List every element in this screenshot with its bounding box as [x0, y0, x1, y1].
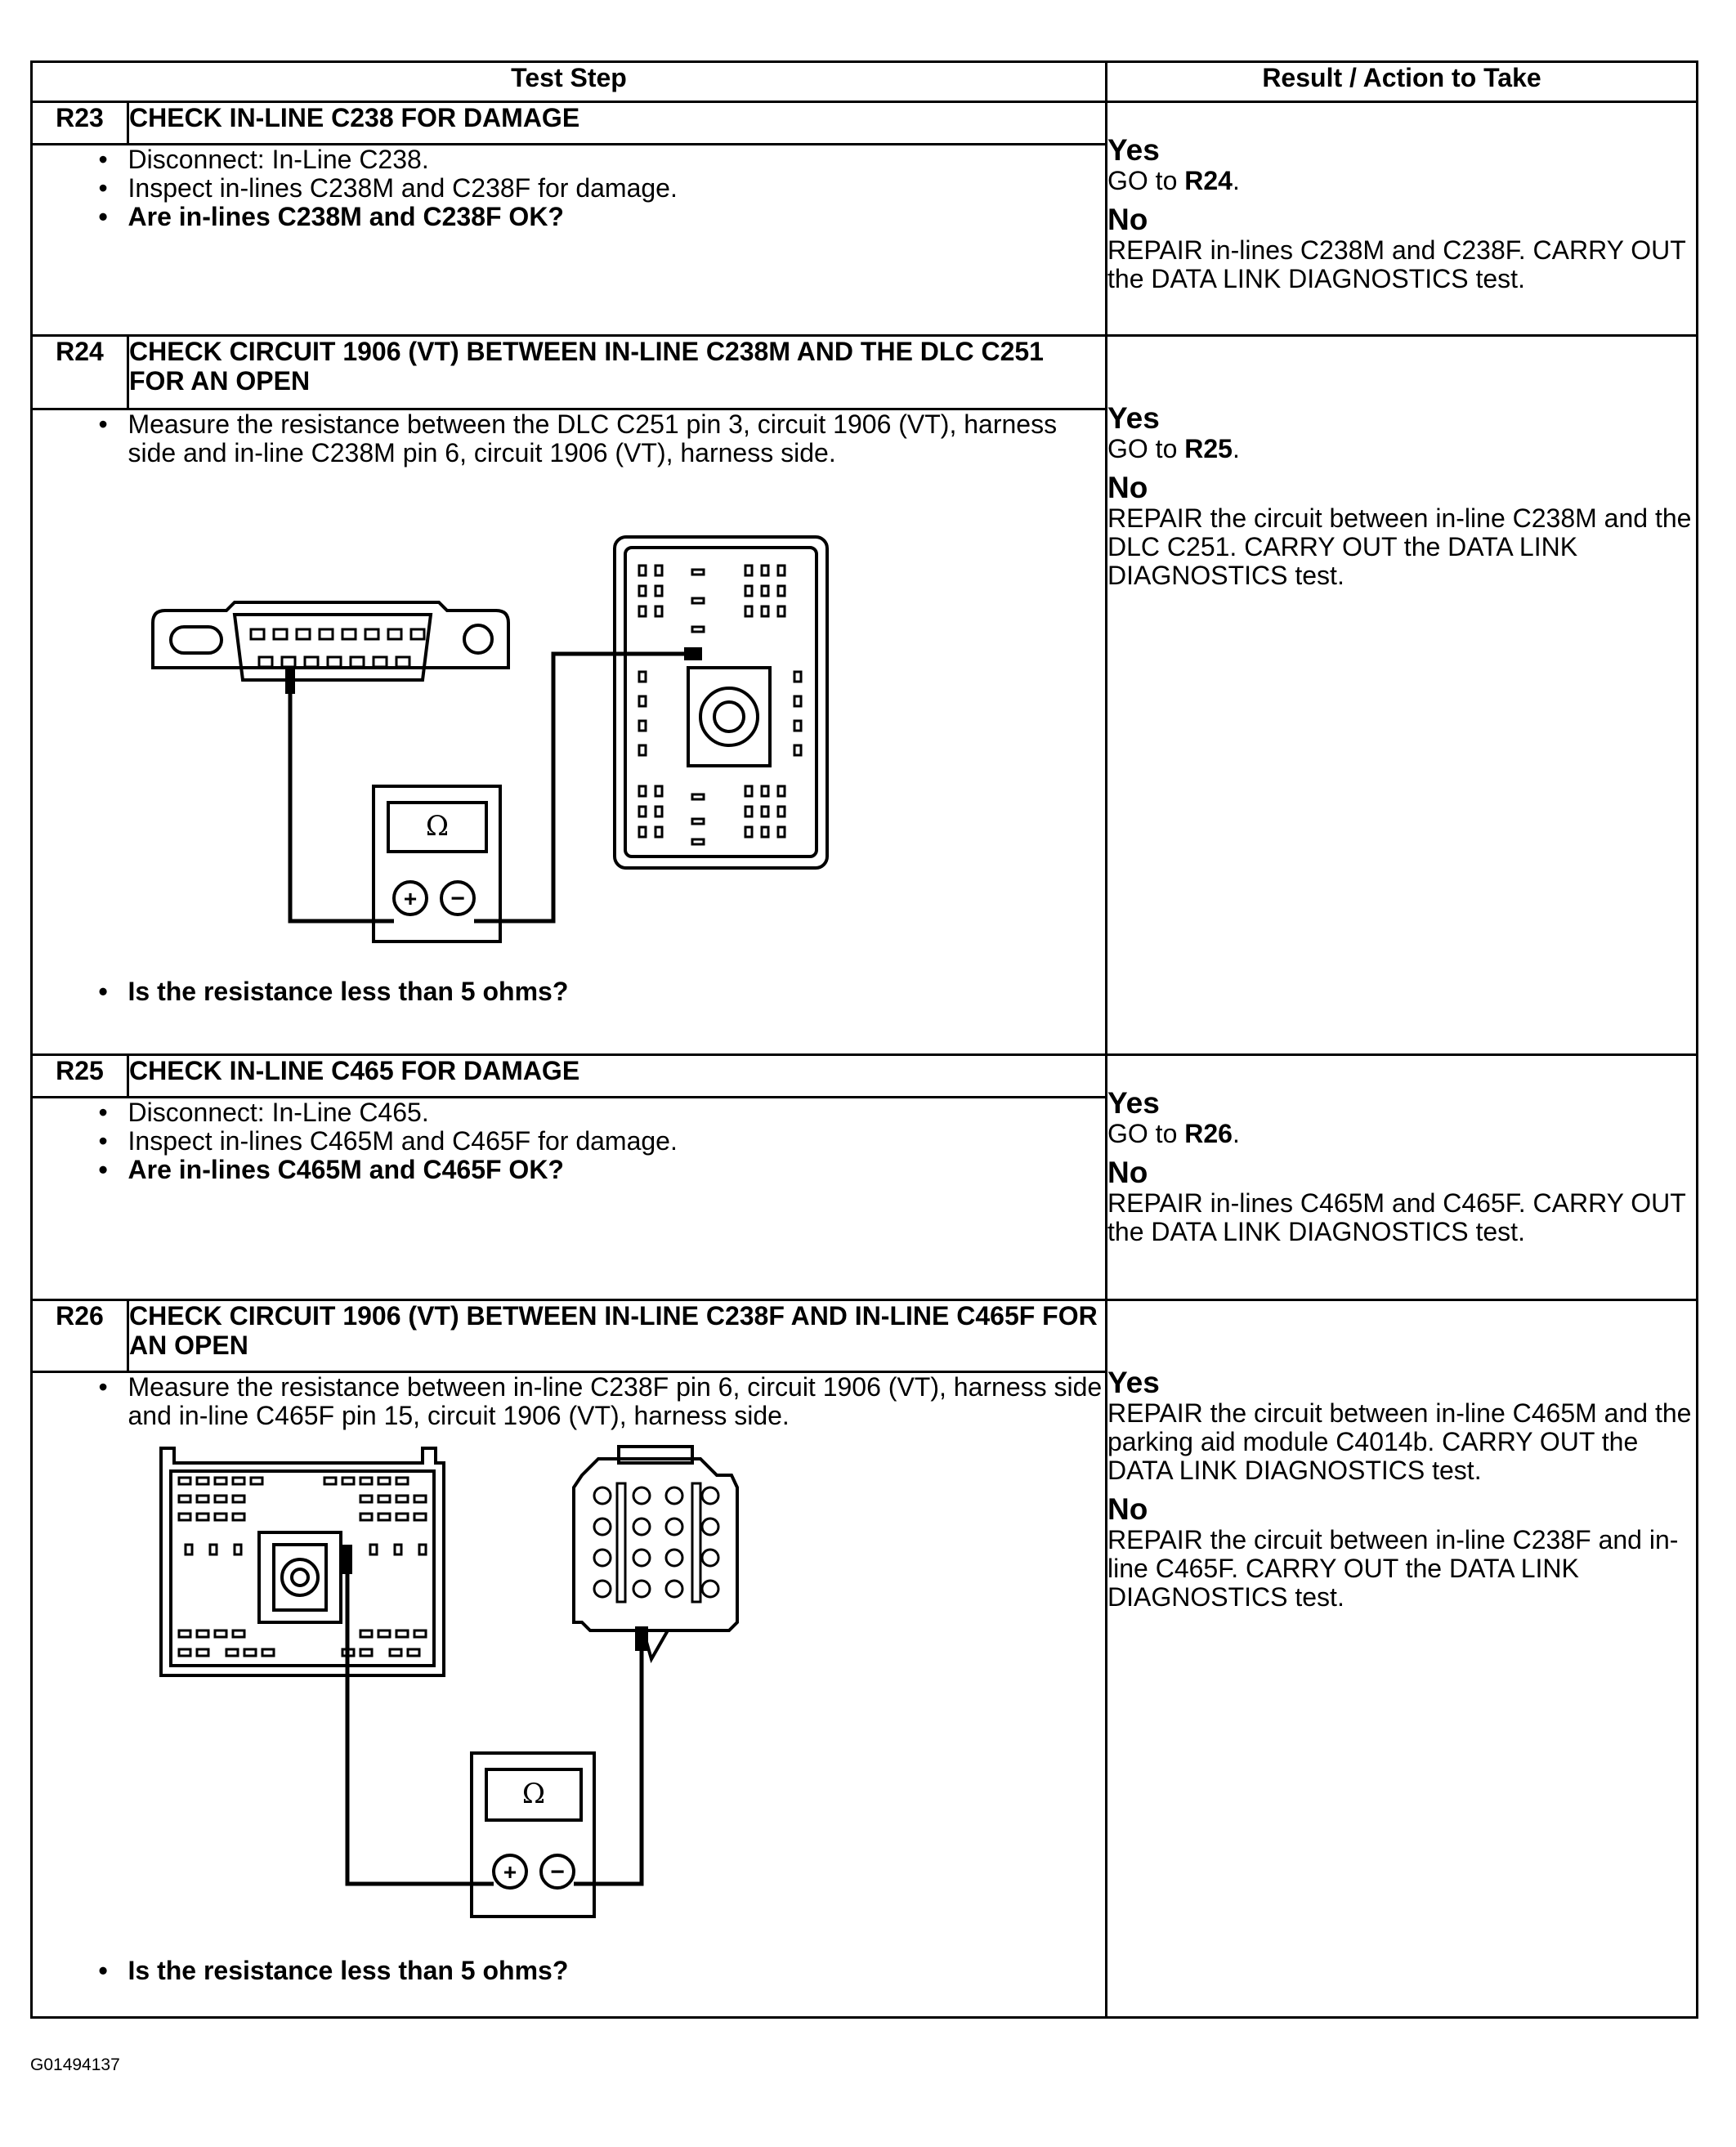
yes-label: Yes — [1107, 1366, 1160, 1399]
svg-text:+: + — [503, 1859, 517, 1885]
dlc-measurement-diagram — [128, 467, 1027, 974]
svg-text:−: − — [549, 1858, 565, 1885]
step-id: R26 — [32, 1300, 128, 1372]
yes-action: GO to R26. — [1107, 1119, 1240, 1148]
inline-connector-measurement-diagram — [128, 1430, 1027, 1953]
step-title-row — [32, 1300, 1698, 1372]
step-question: • Is the resistance less than 5 ohms? — [128, 1957, 1106, 1985]
c238f-connector-outline — [161, 1448, 444, 1675]
svg-text:−: − — [450, 885, 465, 912]
yes-action: GO to R25. — [1107, 434, 1240, 463]
yes-action: REPAIR the circuit between in-line C465M and the parking aid module C4014b. CARRY OUT the DATA LINK DIAGNOSTICS test. — [1107, 1398, 1692, 1485]
c465f-connector-outline — [574, 1459, 737, 1630]
yes-label: Yes — [1107, 133, 1160, 167]
step-id: R23 — [32, 102, 128, 145]
step-result-cell — [1107, 336, 1698, 1055]
step-instruction: • Inspect in-lines C238M and C238F for damage. — [128, 174, 1106, 203]
step-instruction: • Inspect in-lines C465M and C465F for damage. — [128, 1127, 1106, 1156]
step-title: CHECK IN-LINE C465 FOR DAMAGE — [128, 1055, 1107, 1098]
no-action: REPAIR in-lines C465M and C465F. CARRY OUT the DATA LINK DIAGNOSTICS test. — [1107, 1188, 1686, 1246]
step-title: CHECK CIRCUIT 1906 (VT) BETWEEN IN-LINE C238M AND THE DLC C251 FOR AN OPEN — [128, 336, 1107, 409]
step-body — [128, 1098, 1107, 1300]
figure-code: G01494137 — [30, 2055, 120, 2074]
probe-tip — [342, 1545, 352, 1574]
step-instruction: • Measure the resistance between in-line C238F pin 6, circuit 1906 (VT), harness side and in-line C465F pin 15, circuit 1906 (VT), harness side. — [128, 1373, 1106, 1430]
probe-tip — [684, 647, 702, 660]
no-action: REPAIR in-lines C238M and C238F. CARRY OUT the DATA LINK DIAGNOSTICS test. — [1107, 235, 1686, 293]
ohm-symbol: Ω — [521, 1778, 545, 1810]
step-question: • Is the resistance less than 5 ohms? — [128, 977, 1106, 1006]
yes-step-ref: R26 — [1184, 1119, 1233, 1148]
step-instruction: • Disconnect: In-Line C465. — [128, 1098, 1106, 1127]
yes-label: Yes — [1107, 1086, 1160, 1120]
svg-text:+: + — [403, 886, 417, 911]
step-result-cell — [1107, 1300, 1698, 2018]
no-action: REPAIR the circuit between in-line C238F and in-line C465F. CARRY OUT the DATA LINK DIAGNOSTICS test. — [1107, 1525, 1679, 1612]
dlc-mount-hole — [171, 627, 221, 653]
step-result-cell — [1107, 1055, 1698, 1300]
step-title-row — [32, 102, 1698, 145]
dlc-pin-face — [235, 615, 431, 680]
no-label: No — [1107, 203, 1148, 236]
diagnostic-table — [30, 60, 1698, 2019]
no-label: No — [1107, 1156, 1148, 1189]
step-question: • Are in-lines C238M and C238F OK? — [128, 203, 1106, 231]
step-title-row — [32, 1055, 1698, 1098]
diagnostic-table-sheet — [30, 60, 1696, 2043]
no-label: No — [1107, 1492, 1148, 1526]
header-test-step: Test Step — [32, 62, 1107, 102]
step-body — [128, 145, 1107, 336]
step-body — [128, 1372, 1107, 2018]
dlc-mount-hole — [464, 625, 492, 653]
step-instruction: • Measure the resistance between the DLC C251 pin 3, circuit 1906 (VT), harness side and in-line C238M pin 6, circuit 1906 (VT), harness side. — [128, 410, 1106, 467]
yes-label: Yes — [1107, 401, 1160, 435]
test-lead-positive — [290, 672, 394, 921]
probe-tip — [635, 1626, 648, 1651]
step-id: R24 — [32, 336, 128, 409]
step-instruction: • Disconnect: In-Line C238. — [128, 145, 1106, 174]
step-title-row — [32, 336, 1698, 409]
step-result-cell — [1107, 102, 1698, 336]
yes-step-ref: R25 — [1184, 434, 1233, 463]
no-label: No — [1107, 471, 1148, 504]
yes-step-ref: R24 — [1184, 166, 1233, 195]
step-question: • Are in-lines C465M and C465F OK? — [128, 1156, 1106, 1184]
yes-action: GO to R24. — [1107, 166, 1240, 195]
step-title: CHECK IN-LINE C238 FOR DAMAGE — [128, 102, 1107, 145]
probe-tip — [285, 668, 295, 694]
step-body — [128, 409, 1107, 1055]
header-result-action: Result / Action to Take — [1107, 62, 1698, 102]
no-action: REPAIR the circuit between in-line C238M and the DLC C251. CARRY OUT the DATA LINK DIAGNOSTICS test. — [1107, 503, 1692, 590]
step-title: CHECK CIRCUIT 1906 (VT) BETWEEN IN-LINE C238F AND IN-LINE C465F FOR AN OPEN — [128, 1300, 1107, 1372]
test-lead-negative — [574, 1643, 642, 1884]
table-header-row — [32, 62, 1698, 102]
ohm-symbol: Ω — [425, 810, 449, 843]
step-id: R25 — [32, 1055, 128, 1098]
